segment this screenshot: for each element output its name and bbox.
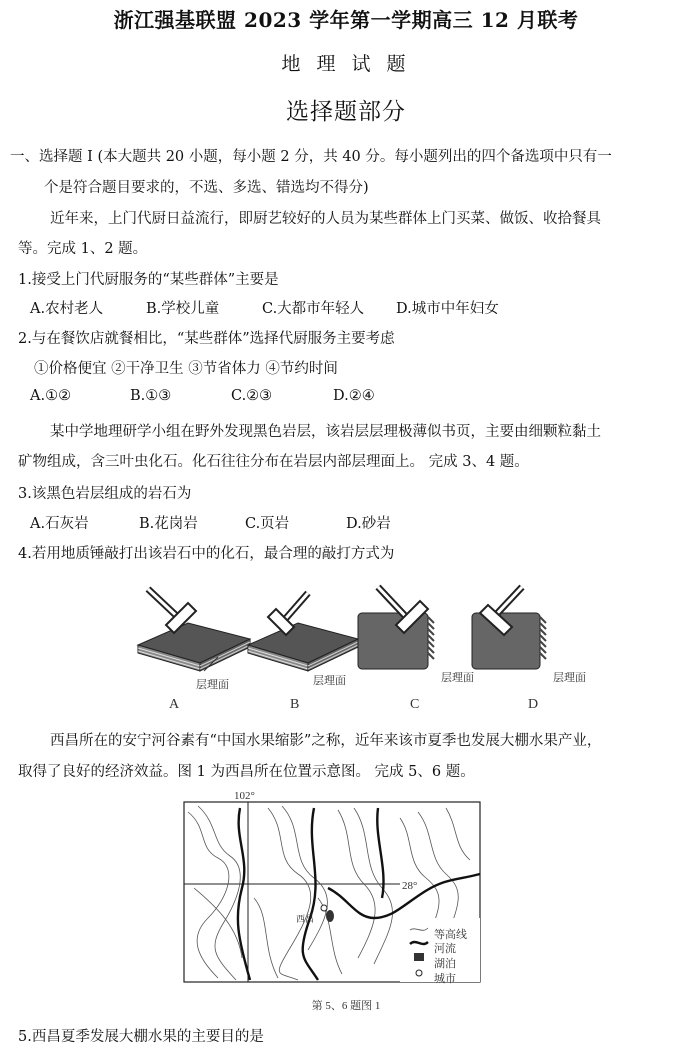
subject-title: 地 理 试 题	[281, 53, 411, 75]
figure-choice-d: D	[528, 697, 539, 712]
passage1-line2: 等。完成 1、2 题。	[18, 241, 148, 257]
city-label: 西昌	[296, 914, 315, 924]
longitude-label: 102°	[234, 790, 255, 802]
q2-option-d: D.②④	[333, 388, 375, 404]
q2-option-b: B.①③	[130, 388, 172, 404]
figure-d-block	[472, 587, 546, 669]
q1-option-b: B.学校儿童	[146, 301, 220, 317]
map-caption: 第 5、6 题图 1	[311, 1000, 381, 1012]
q2-items: ①价格便宜 ②干净卫生 ③节省体力 ④节约时间	[34, 361, 338, 377]
latitude-label: 28°	[402, 880, 418, 892]
legend-lake-symbol	[414, 953, 424, 961]
city-marker	[321, 905, 327, 911]
q5-stem: 5.西昌夏季发展大棚水果的主要目的是	[18, 1029, 264, 1045]
lake-marker	[326, 910, 334, 922]
legend-lake-label: 湖泊	[434, 958, 456, 970]
legend-city-symbol	[416, 970, 422, 976]
bedding-plane-label-b: 层理面	[313, 675, 346, 687]
hammer-figure	[130, 573, 600, 693]
instructions-line2: 个是符合题目要求的，不选、多选、错选均不得分)	[44, 180, 369, 196]
q1-option-a: A.农村老人	[30, 301, 104, 317]
figure-choice-c: C	[410, 697, 420, 712]
passage2-line2: 矿物组成，含三叶虫化石。化石往往分布在岩层内部层理面上。 完成 3、4 题。	[18, 454, 529, 470]
figure-a-block	[138, 589, 250, 671]
q1-stem: 1.接受上门代厨服务的“某些群体”主要是	[18, 272, 279, 288]
legend-contour-label: 等高线	[434, 929, 467, 941]
bedding-plane-label-d: 层理面	[553, 672, 586, 684]
q3-option-d: D.砂岩	[346, 516, 391, 532]
q3-option-b: B.花岗岩	[139, 516, 198, 532]
q1-option-c: C.大都市年轻人	[262, 301, 365, 317]
passage1-line1: 近年来，上门代厨日益流行，即厨艺较好的人员为某些群体上门买菜、做饭、收拾餐具	[50, 211, 601, 227]
exam-title: 浙江强基联盟 2023 学年第一学期高三 12 月联考	[113, 8, 579, 32]
legend-city-label: 城市	[434, 973, 456, 985]
q3-option-c: C.页岩	[245, 516, 290, 532]
passage3-line2: 取得了良好的经济效益。图 1 为西昌所在位置示意图。 完成 5、6 题。	[18, 764, 475, 780]
instructions-line1: 一、选择题 I (本大题共 20 小题，每小题 2 分，共 40 分。每小题列出的四个备选项中只有一	[10, 149, 612, 165]
q2-option-c: C.②③	[231, 388, 273, 404]
legend-river-symbol	[410, 942, 428, 944]
q2-stem: 2.与在餐饮店就餐相比，“某些群体”选择代厨服务主要考虑	[18, 331, 395, 347]
q4-stem: 4.若用地质锤敲打出该岩石中的化石，最合理的敲打方式为	[18, 546, 395, 562]
figure-choice-a: A	[169, 697, 180, 712]
figure-c-block	[358, 587, 434, 669]
q3-stem: 3.该黑色岩层组成的岩石为	[18, 486, 192, 502]
figure-b-block	[248, 593, 358, 671]
bedding-plane-label-c: 层理面	[441, 672, 474, 684]
passage2-line1: 某中学地理研学小组在野外发现黑色岩层，该岩层层理极薄似书页，主要由细颗粒黏土	[50, 424, 601, 440]
q3-option-a: A.石灰岩	[30, 516, 89, 532]
figure-choice-b: B	[290, 697, 300, 712]
bedding-plane-label-a: 层理面	[196, 679, 229, 691]
q1-option-d: D.城市中年妇女	[396, 301, 499, 317]
passage3-line1: 西昌所在的安宁河谷素有“中国水果缩影”之称，近年来该市夏季也发展大棚水果产业，	[50, 733, 602, 749]
legend-river-label: 河流	[434, 943, 456, 955]
section-title: 选择题部分	[286, 99, 406, 125]
q2-option-a: A.①②	[30, 388, 72, 404]
